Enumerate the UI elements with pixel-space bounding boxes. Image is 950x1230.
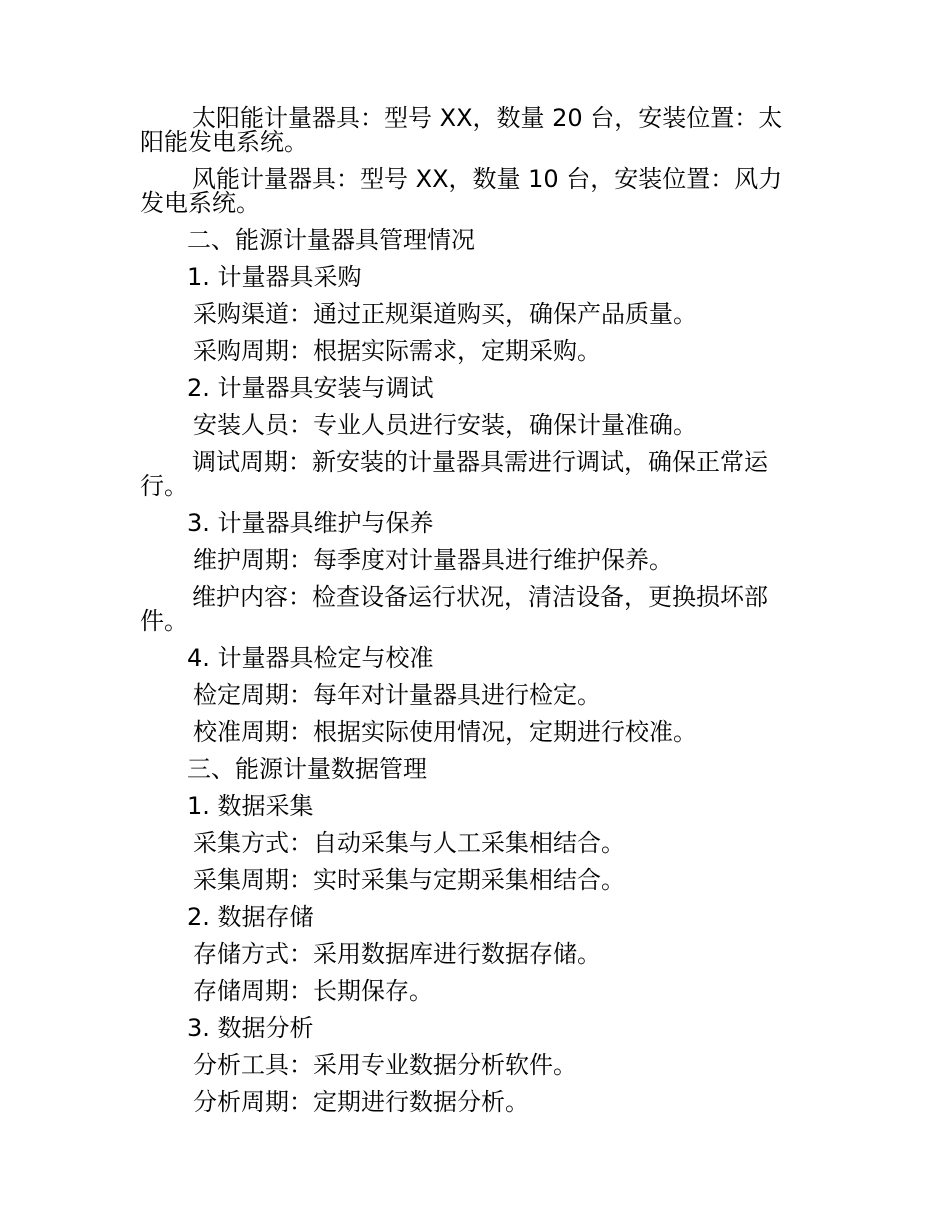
paragraph-storage-cycle: 存储周期：长期保存。 [193, 977, 433, 1005]
subsection-heading-install: 2. 计量器具安装与调试 [187, 374, 434, 402]
paragraph-analysis-tool: 分析工具：采用专业数据分析软件。 [193, 1051, 577, 1079]
paragraph-storage-method: 存储方式：采用数据库进行数据存储。 [193, 940, 601, 968]
paragraph-maintenance-content: 维护内容：检查设备运行状况，清洁设备，更换损坏部件。 [140, 583, 768, 635]
paragraph-calibration-cycle: 校准周期：根据实际使用情况，定期进行校准。 [193, 718, 697, 746]
section-heading-3: 三、能源计量数据管理 [187, 755, 427, 783]
subsection-heading-collection: 1. 数据采集 [187, 792, 314, 820]
paragraph-purchase-cycle: 采购周期：根据实际需求，定期采购。 [193, 337, 601, 365]
paragraph-collection-cycle: 采集周期：实时采集与定期采集相结合。 [193, 866, 625, 894]
subsection-heading-maintenance: 3. 计量器具维护与保养 [187, 509, 434, 537]
paragraph-install-staff: 安装人员：专业人员进行安装，确保计量准确。 [193, 411, 697, 439]
paragraph-collection-method: 采集方式：自动采集与人工采集相结合。 [193, 829, 625, 857]
paragraph-debug-cycle: 调试周期：新安装的计量器具需进行调试，确保正常运行。 [140, 448, 768, 500]
subsection-heading-calibration: 4. 计量器具检定与校准 [187, 644, 434, 672]
paragraph-analysis-cycle: 分析周期：定期进行数据分析。 [193, 1088, 529, 1116]
subsection-heading-storage: 2. 数据存储 [187, 903, 314, 931]
paragraph-maintenance-cycle: 维护周期：每季度对计量器具进行维护保养。 [193, 546, 673, 574]
paragraph-purchase-channel: 采购渠道：通过正规渠道购买，确保产品质量。 [193, 300, 697, 328]
paragraph-wind-meter: 风能计量器具：型号 XX，数量 10 台，安装位置：风力发电系统。 [140, 165, 783, 217]
subsection-heading-purchase: 1. 计量器具采购 [187, 263, 362, 291]
paragraph-solar-meter: 太阳能计量器具：型号 XX，数量 20 台，安装位置：太阳能发电系统。 [140, 104, 783, 156]
subsection-heading-analysis: 3. 数据分析 [187, 1014, 314, 1042]
section-heading-2: 二、能源计量器具管理情况 [187, 226, 475, 254]
paragraph-verification-cycle: 检定周期：每年对计量器具进行检定。 [193, 681, 601, 709]
document-body [140, 106, 795, 1127]
